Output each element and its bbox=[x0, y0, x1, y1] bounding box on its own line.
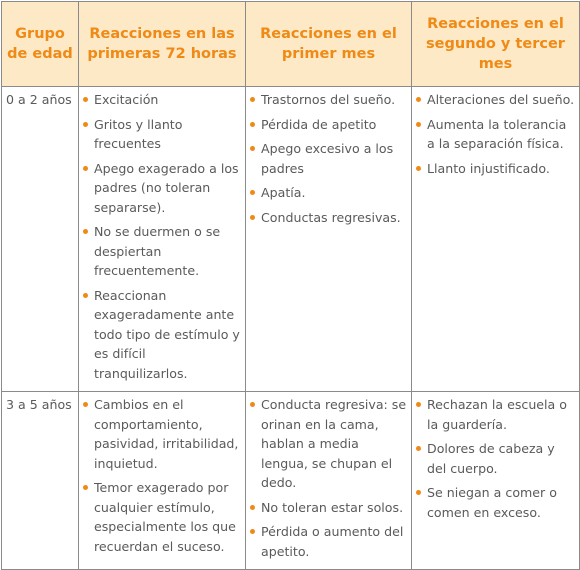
list-item: Cambios en el comportamiento, pasividad, irritabilidad, inquietud. bbox=[82, 395, 241, 473]
age-cell: 3 a 5 años bbox=[2, 392, 79, 570]
reactions-first-month-cell bbox=[246, 392, 412, 570]
list-item: Llanto injustificado. bbox=[415, 159, 575, 179]
header-first-72-hours: Reacciones en las primeras 72 horas bbox=[79, 2, 246, 87]
header-first-month: Reacciones en el primer mes bbox=[246, 2, 412, 87]
header-row bbox=[2, 2, 580, 87]
reactions-list bbox=[82, 90, 241, 383]
list-item: Reaccionan exageradamente ante todo tipo de estímulo y es difícil tranquilizarlos. bbox=[82, 286, 241, 384]
list-item: Conductas regresivas. bbox=[249, 208, 407, 228]
list-item: Apego exagerado a los padres (no toleran separarse). bbox=[82, 159, 241, 218]
list-item: Dolores de cabeza y del cuerpo. bbox=[415, 439, 575, 478]
list-item: Rechazan la escuela o la guardería. bbox=[415, 395, 575, 434]
reactions-first-month-cell bbox=[246, 87, 412, 392]
reactions-list bbox=[415, 90, 575, 178]
list-item: Alteraciones del sueño. bbox=[415, 90, 575, 110]
reactions-table bbox=[1, 1, 580, 570]
list-item: Apatía. bbox=[249, 183, 407, 203]
reactions-list bbox=[82, 395, 241, 556]
list-item: Gritos y llanto frecuentes bbox=[82, 115, 241, 154]
reactions-list bbox=[249, 90, 407, 227]
reactions-72h-cell bbox=[79, 87, 246, 392]
list-item: Excitación bbox=[82, 90, 241, 110]
reactions-second-third-month-cell bbox=[412, 392, 580, 570]
reactions-72h-cell bbox=[79, 392, 246, 570]
table-row bbox=[2, 87, 580, 392]
list-item: Pérdida de apetito bbox=[249, 115, 407, 135]
header-second-third-month: Reacciones en el segundo y tercer mes bbox=[412, 2, 580, 87]
table-row bbox=[2, 392, 580, 570]
list-item: Apego excesivo a los padres bbox=[249, 139, 407, 178]
list-item: Trastornos del sueño. bbox=[249, 90, 407, 110]
list-item: Temor exagerado por cualquier estímulo, especialmente los que recuerdan el suceso. bbox=[82, 478, 241, 556]
age-cell: 0 a 2 años bbox=[2, 87, 79, 392]
reactions-list bbox=[249, 395, 407, 561]
header-age-group: Grupo de edad bbox=[2, 2, 79, 87]
list-item: No se duermen o se despiertan frecuentemente. bbox=[82, 222, 241, 281]
list-item: Aumenta la tolerancia a la separación física. bbox=[415, 115, 575, 154]
reactions-list bbox=[415, 395, 575, 522]
list-item: No toleran estar solos. bbox=[249, 498, 407, 518]
reactions-second-third-month-cell bbox=[412, 87, 580, 392]
list-item: Conducta regresiva: se orinan en la cama, hablan a media lengua, se chupan el dedo. bbox=[249, 395, 407, 493]
list-item: Se niegan a comer o comen en exceso. bbox=[415, 483, 575, 522]
list-item: Pérdida o aumento del apetito. bbox=[249, 522, 407, 561]
